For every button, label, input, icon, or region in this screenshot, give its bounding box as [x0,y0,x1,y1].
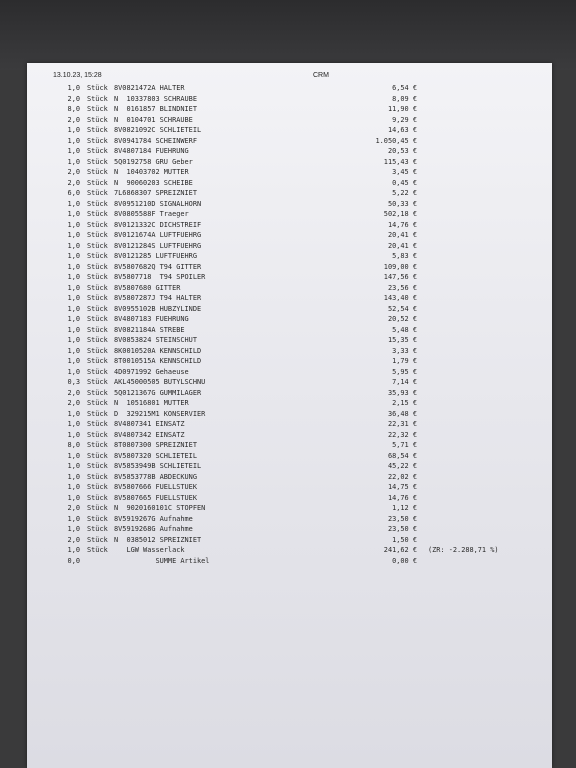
item-quantity: 1,0 [67,472,80,481]
item-description: 8V0121332C DICHSTREIF [114,220,202,229]
item-description: 8V0121285 LUFTFUEHRG [114,252,197,260]
item-price: 9,29 € [392,115,417,124]
item-unit: Stück [87,430,108,439]
item-quantity: 1,0 [67,252,80,260]
list-item [27,125,552,136]
item-quantity: 1,0 [67,241,80,250]
item-unit: Stück [87,126,108,134]
print-datetime: 13.10.23, 15:28 [53,72,102,79]
item-quantity: 1,0 [67,283,80,292]
list-item [27,157,552,168]
item-unit: Stück [87,336,108,344]
item-discount-note: (ZR: -2.288,71 %) [428,546,499,554]
item-description: 8V5807666 FUELLSTUEK [114,483,197,491]
list-item [27,115,552,126]
item-price: 8,09 € [392,94,417,103]
item-description: N 10516801 MUTTER [114,399,189,407]
item-description: SUMME Artikel [114,556,210,565]
item-description: 8V4807342 EINSATZ [114,430,185,439]
item-description: 8V5807680 GITTER [114,283,181,292]
item-quantity: 1,0 [67,483,80,491]
item-unit: Stück [87,157,108,166]
item-unit: Stück [87,262,108,271]
item-description: N 0161857 BLINDNIET [114,105,197,113]
item-description: 8V0821184A STREBE [114,325,185,334]
item-unit: Stück [87,378,108,386]
item-quantity: 2,0 [67,399,80,407]
item-price: 5,71 € [392,441,417,449]
list-item [27,545,552,556]
item-unit: Stück [87,472,108,481]
item-price: 20,53 € [387,147,417,155]
item-price: 36,48 € [387,409,417,418]
list-item [27,304,552,315]
item-price: 1,50 € [392,535,417,544]
list-item [27,178,552,189]
item-price: 22,31 € [387,420,417,428]
item-price: 23,50 € [387,514,417,523]
list-item [27,325,552,336]
item-unit: Stück [87,451,108,460]
list-item [27,314,552,325]
item-unit: Stück [87,409,108,418]
item-description: 8V5853778B ABDECKUNG [114,472,197,481]
list-item [27,556,552,567]
list-item [27,346,552,357]
item-quantity: 1,0 [67,462,80,470]
item-price: 45,22 € [387,462,417,470]
item-quantity: 1,0 [67,231,80,239]
item-description: 8V4807183 FUEHRUNG [114,315,189,323]
item-price: 3,33 € [392,346,417,355]
item-quantity: 1,0 [67,514,80,523]
item-price: 20,41 € [387,231,417,239]
list-item [27,409,552,420]
list-item [27,136,552,147]
item-unit: Stück [87,346,108,355]
item-description: 8V5807287J T94 HALTER [114,294,202,302]
list-item [27,398,552,409]
item-description: 8V5919268G Aufnahme [114,525,193,533]
item-quantity: 1,0 [67,210,80,218]
item-list [27,83,552,566]
item-price: 68,54 € [387,451,417,460]
item-price: 14,76 € [387,493,417,502]
item-unit: Stück [87,420,108,428]
item-quantity: 1,0 [67,126,80,134]
item-price: 115,43 € [383,157,417,166]
item-description: N 0104701 SCHRAUBE [114,115,193,124]
item-unit: Stück [87,147,108,155]
item-unit: Stück [87,136,108,145]
item-unit: Stück [87,283,108,292]
list-item [27,167,552,178]
item-unit: Stück [87,357,108,365]
list-item [27,262,552,273]
item-price: 14,76 € [387,220,417,229]
item-quantity: 6,0 [67,189,80,197]
item-unit: Stück [87,493,108,502]
item-price: 35,93 € [387,388,417,397]
item-quantity: 8,0 [67,441,80,449]
item-price: 20,52 € [387,315,417,323]
item-quantity: 2,0 [67,504,80,512]
item-price: 15,35 € [387,336,417,344]
list-item [27,461,552,472]
item-unit: Stück [87,189,108,197]
item-unit: Stück [87,220,108,229]
item-unit: Stück [87,525,108,533]
item-unit: Stück [87,441,108,449]
item-quantity: 1,0 [67,147,80,155]
item-quantity: 1,0 [67,346,80,355]
item-description: LGW Wasserlack [114,546,185,554]
list-item [27,83,552,94]
item-unit: Stück [87,294,108,302]
item-unit: Stück [87,546,108,554]
list-item [27,241,552,252]
item-price: 5,48 € [392,325,417,334]
list-item [27,251,552,262]
item-quantity: 1,0 [67,294,80,302]
list-item [27,524,552,535]
item-description: 8V0121284S LUFTFUEHRG [114,241,202,250]
item-price: 23,50 € [387,525,417,533]
item-description: 8V0821092C SCHLIETEIL [114,126,202,134]
item-quantity: 1,0 [67,273,80,281]
list-item [27,482,552,493]
item-unit: Stück [87,388,108,397]
item-quantity: 1,0 [67,84,80,92]
item-price: 0,45 € [392,178,417,187]
item-price: 22,02 € [387,472,417,481]
item-quantity: 0,0 [67,556,80,565]
list-item [27,230,552,241]
item-price: 109,00 € [383,262,417,271]
list-item [27,283,552,294]
item-price: 20,41 € [387,241,417,250]
item-price: 241,62 € [383,546,417,554]
item-quantity: 1,0 [67,336,80,344]
item-quantity: 1,0 [67,304,80,313]
list-item [27,493,552,504]
item-quantity: 1,0 [67,546,80,554]
item-quantity: 1,0 [67,199,80,208]
list-item [27,293,552,304]
item-quantity: 2,0 [67,115,80,124]
item-unit: Stück [87,94,108,103]
list-item [27,146,552,157]
item-quantity: 1,0 [67,262,80,271]
list-item [27,419,552,430]
item-quantity: 1,0 [67,157,80,166]
item-description: 5Q0192758 GRU Geber [114,157,193,166]
printed-document [27,63,552,768]
item-price: 22,32 € [387,430,417,439]
list-item [27,104,552,115]
item-description: N 90060203 SCHEIBE [114,178,193,187]
item-unit: Stück [87,462,108,470]
item-unit: Stück [87,178,108,187]
list-item [27,472,552,483]
list-item [27,388,552,399]
list-item [27,272,552,283]
item-unit: Stück [87,210,108,218]
item-description: 8T0807300 SPREIZNIET [114,441,197,449]
list-item [27,188,552,199]
item-quantity: 1,0 [67,357,80,365]
item-description: 8T0010515A KENNSCHILD [114,357,202,365]
item-unit: Stück [87,84,108,92]
item-description: 8V5807682Q T94 GITTER [114,262,202,271]
item-unit: Stück [87,105,108,113]
item-price: 5,22 € [392,189,417,197]
item-unit: Stück [87,399,108,407]
item-unit: Stück [87,535,108,544]
item-price: 50,33 € [387,199,417,208]
item-description: N 0385012 SPREIZNIET [114,535,202,544]
item-unit: Stück [87,241,108,250]
item-quantity: 1,0 [67,525,80,533]
item-quantity: 2,0 [67,535,80,544]
item-description: 8V0941784 SCHEINWERF [114,136,197,145]
list-item [27,440,552,451]
list-item [27,335,552,346]
list-item [27,220,552,231]
item-quantity: 2,0 [67,388,80,397]
item-price: 0,00 € [392,556,417,565]
item-description: 8V0955102B HUBZYLINDE [114,304,202,313]
item-unit: Stück [87,115,108,124]
item-price: 11,90 € [387,105,417,113]
item-quantity: 1,0 [67,493,80,502]
item-price: 1,79 € [392,357,417,365]
item-description: 8V5807320 SCHLIETEIL [114,451,197,460]
item-price: 502,18 € [383,210,417,218]
item-description: 8V0821472A HALTER [114,84,185,92]
item-price: 1,12 € [392,504,417,512]
item-unit: Stück [87,504,108,512]
item-description: 8V4807341 EINSATZ [114,420,185,428]
item-price: 14,63 € [387,126,417,134]
item-description: 8V5853949B SCHLIETEIL [114,462,202,470]
item-quantity: 2,0 [67,178,80,187]
item-quantity: 2,0 [67,94,80,103]
item-description: N 10337803 SCHRAUBE [114,94,197,103]
item-quantity: 0,3 [67,378,80,386]
item-quantity: 1,0 [67,409,80,418]
list-item [27,209,552,220]
item-quantity: 1,0 [67,367,80,376]
item-description: 8K0010520A KENNSCHILD [114,346,202,355]
item-unit: Stück [87,514,108,523]
item-unit: Stück [87,199,108,208]
item-unit: Stück [87,315,108,323]
item-description: 8V0951210D SIGNALHORN [114,199,202,208]
list-item [27,367,552,378]
item-price: 147,56 € [383,273,417,281]
list-item [27,356,552,367]
item-price: 52,54 € [387,304,417,313]
item-quantity: 1,0 [67,430,80,439]
item-unit: Stück [87,252,108,260]
item-description: N 10403702 MUTTER [114,168,189,176]
item-price: 14,75 € [387,483,417,491]
background [0,0,576,70]
item-description: D 329215M1 KONSERVIER [114,409,206,418]
item-unit: Stück [87,168,108,176]
item-description: AKL45000505 BUTYLSCHNU [114,378,206,386]
item-price: 5,83 € [392,252,417,260]
list-item [27,535,552,546]
item-unit: Stück [87,231,108,239]
item-unit: Stück [87,483,108,491]
item-description: 7L6868307 SPREIZNIET [114,189,197,197]
item-price: 2,15 € [392,399,417,407]
list-item [27,94,552,105]
item-unit: Stück [87,304,108,313]
item-description: 4D0971992 Gehaeuse [114,367,189,376]
list-item [27,514,552,525]
item-quantity: 1,0 [67,220,80,229]
list-item [27,451,552,462]
item-quantity: 1,0 [67,315,80,323]
item-description: 8V5807718 T94 SPOILER [114,273,206,281]
item-description: N 9020160101C STOPFEN [114,504,206,512]
item-quantity: 1,0 [67,420,80,428]
item-price: 7,14 € [392,378,417,386]
item-unit: Stück [87,367,108,376]
item-quantity: 2,0 [67,168,80,176]
list-item [27,199,552,210]
item-unit: Stück [87,325,108,334]
item-price: 23,56 € [387,283,417,292]
item-description: 8V5919267G Aufnahme [114,514,193,523]
item-unit: Stück [87,273,108,281]
item-description: 8V0805588F Traeger [114,210,189,218]
document-title: CRM [313,72,329,79]
item-description: 8V0121674A LUFTFUEHRG [114,231,202,239]
item-description: 5Q0121367G GUMMILAGER [114,388,202,397]
item-description: 8V0853824 STEINSCHUT [114,336,197,344]
list-item [27,503,552,514]
item-quantity: 1,0 [67,451,80,460]
item-description: 8V5807665 FUELLSTUEK [114,493,197,502]
list-item [27,377,552,388]
item-quantity: 8,0 [67,105,80,113]
item-price: 143,40 € [383,294,417,302]
item-price: 1.050,45 € [375,136,417,145]
list-item [27,430,552,441]
item-price: 5,95 € [392,367,417,376]
item-description: 8V4807184 FUEHRUNG [114,147,189,155]
item-price: 3,45 € [392,168,417,176]
item-price: 6,54 € [392,84,417,92]
item-quantity: 1,0 [67,136,80,145]
item-quantity: 1,0 [67,325,80,334]
